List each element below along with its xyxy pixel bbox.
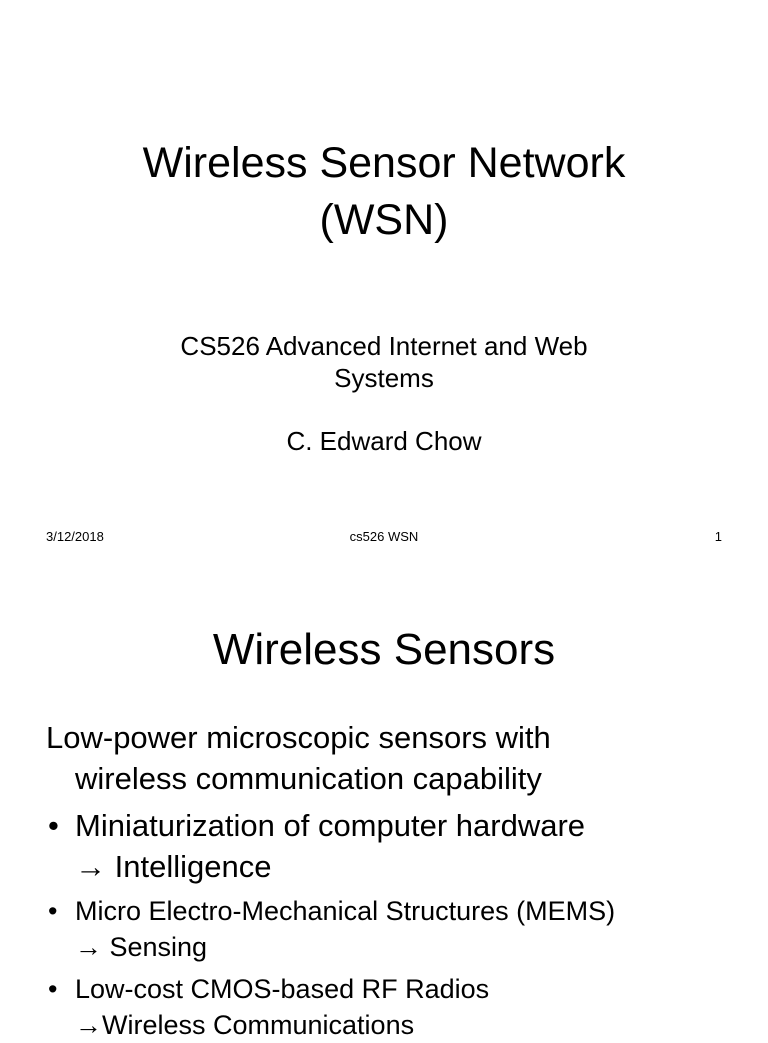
bullet-line-1: Low-cost CMOS-based RF Radios: [75, 974, 490, 1004]
lead-line-2: wireless communication capability: [75, 761, 542, 796]
bullet-line-2: → Sensing: [75, 932, 208, 962]
bullet-line-2: →Wireless Communications: [75, 1010, 415, 1040]
lead-line-1: Low-power microscopic sensors with: [46, 720, 551, 755]
author-name: C. Edward Chow: [286, 426, 482, 456]
lead-paragraph: [46, 717, 746, 799]
bullet-list: [46, 717, 746, 1043]
bullet-item: [46, 805, 746, 887]
footer-page-number: 1: [714, 529, 722, 544]
footer-date: 3/12/2018: [46, 529, 104, 544]
course-name-line-1: CS526 Advanced Internet and Web: [180, 331, 588, 361]
bullet-item: [46, 893, 746, 965]
bullet-line-1: Micro Electro-Mechanical Structures (MEMS): [75, 896, 616, 926]
bullet-line-1: Miniaturization of computer hardware: [75, 808, 586, 843]
footer-label: cs526 WSN: [349, 529, 419, 544]
bullet-dot: •: [48, 896, 58, 926]
slide-title: Wireless Sensors: [212, 625, 556, 674]
bullet-dot: •: [48, 808, 59, 843]
bullet-item: [46, 971, 746, 1043]
bullet-line-2: → Intelligence: [75, 849, 272, 884]
slide-title-line-2: (WSN): [319, 196, 449, 244]
course-name-line-2: Systems: [334, 363, 434, 393]
slide-title-line-1: Wireless Sensor Network: [142, 139, 626, 187]
slide-2: [0, 565, 768, 1040]
bullet-dot: •: [48, 974, 58, 1004]
